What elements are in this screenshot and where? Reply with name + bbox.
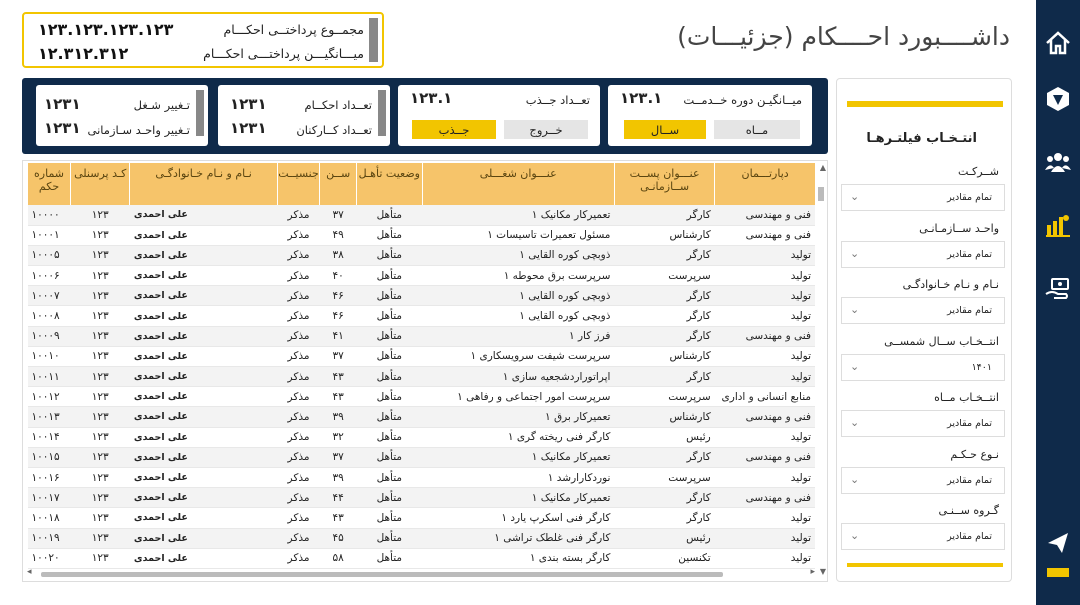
rulings-table-panel	[22, 160, 828, 582]
table-cell: سرپرست شیفت سرویسکاری ۱	[422, 346, 614, 366]
job-change-label: تـغییر شـغل	[133, 98, 190, 112]
table-cell: مذکر	[277, 548, 319, 568]
table-cell: علی احمدی	[130, 528, 277, 548]
table-cell: سرپرست امور اجتماعی و رفاهی ۱	[422, 387, 614, 407]
filter-dropdown[interactable]	[841, 523, 1005, 550]
table-cell: کارگر	[614, 245, 714, 265]
filter-label: انتــخـاب ســال شمســی	[884, 334, 999, 348]
filters-top-bar	[847, 101, 1003, 107]
table-cell: تولید	[715, 286, 815, 306]
filter-dropdown-value: تمام مقادیر	[947, 418, 992, 429]
table-cell: تولید	[715, 548, 815, 568]
table-cell: ۱۰۰۱۰	[28, 346, 71, 366]
table-cell: ۱۰۰۱۶	[28, 467, 71, 487]
total-payment-label: مجمــوع پرداختــی احکـــام	[223, 21, 364, 37]
table-cell: ۴۹	[320, 225, 357, 245]
table-cell: علی احمدی	[130, 447, 277, 467]
table-cell: مذکر	[277, 367, 319, 387]
column-header[interactable]: عنـــوان شغـــلی	[422, 163, 614, 205]
table-cell: ۱۰۰۱۹	[28, 528, 71, 548]
table-cell: مذکر	[277, 407, 319, 427]
table-cell: ذوبچی کوره القایی ۱	[422, 286, 614, 306]
table-cell: کارگر	[614, 205, 714, 225]
scroll-right-arrow[interactable]: ▸	[810, 567, 815, 577]
table-cell: ۱۲۳	[71, 427, 130, 447]
table-cell: ۱۲۳	[71, 326, 130, 346]
table-cell: ۴۴	[320, 488, 357, 508]
table-cell: تولید	[715, 245, 815, 265]
table-cell: ۳۷	[320, 205, 357, 225]
table-cell: تولید	[715, 528, 815, 548]
table-cell: تعمیرکار مکانیک ۱	[422, 447, 614, 467]
table-cell: ۱۰۰۱۳	[28, 407, 71, 427]
table-cell: کارشناس	[614, 225, 714, 245]
table-cell: ۱۲۳	[71, 447, 130, 467]
average-payment-label: میـــانگیـــن پرداختـــی احکـــام	[203, 45, 364, 61]
filters-bottom-bar	[847, 563, 1003, 567]
table-cell: اپراتوراردشجعیه سازی ۱	[422, 367, 614, 387]
table-cell: علی احمدی	[130, 225, 277, 245]
table-cell: سرپرست	[614, 266, 714, 286]
table-cell: متأهل	[357, 467, 422, 487]
table-cell: مذکر	[277, 266, 319, 286]
table-cell: ۱۰۰۱۱	[28, 367, 71, 387]
table-cell: ۱۲۳	[71, 508, 130, 528]
filters-panel	[836, 78, 1012, 582]
table-row[interactable]	[28, 266, 816, 286]
scroll-up-arrow[interactable]: ▲	[819, 163, 826, 172]
table-cell: متأهل	[357, 407, 422, 427]
table-row[interactable]	[28, 387, 816, 407]
table-cell: مذکر	[277, 346, 319, 366]
filter-dropdown[interactable]	[841, 241, 1005, 268]
table-row[interactable]	[28, 427, 816, 447]
filter-dropdown[interactable]	[841, 297, 1005, 324]
table-cell: علی احمدی	[130, 286, 277, 306]
table-cell: تولید	[715, 508, 815, 528]
filter-dropdown-value: تمام مقادیر	[947, 531, 992, 542]
table-cell: فرز کار ۱	[422, 326, 614, 346]
table-cell: ۱۲۳	[71, 407, 130, 427]
rulings-count-value: ۱۲۳۱	[230, 95, 267, 113]
table-cell: ۱۰۰۱۵	[28, 447, 71, 467]
table-cell: تولید	[715, 346, 815, 366]
table-cell: نوردکارارشد ۱	[422, 467, 614, 487]
filter-label: شــرکـت	[958, 165, 999, 178]
filters-heading: انتـخـاب فیلتـرهـا	[866, 131, 977, 146]
table-cell: ۱۲۳	[71, 225, 130, 245]
table-cell: علی احمدی	[130, 346, 277, 366]
table-cell: تعمیرکار مکانیک ۱	[422, 488, 614, 508]
table-cell: متأهل	[357, 508, 422, 528]
service-value: ۱۲۳.۱	[620, 89, 663, 107]
table-cell: علی احمدی	[130, 488, 277, 508]
month-button[interactable]: مــاه	[714, 120, 800, 139]
column-header[interactable]: دپارتـــمان	[715, 163, 815, 205]
send-icon[interactable]	[1043, 528, 1073, 558]
rulings-count-label: تعــداد احکــام	[304, 98, 372, 112]
table-cell: فنی و مهندسی	[715, 407, 815, 427]
total-payment-value: ۱۲۳.۱۲۳.۱۲۳.۱۲۳	[38, 19, 174, 39]
table-cell: ۱۲۳	[71, 286, 130, 306]
horizontal-scrollbar[interactable]	[27, 569, 815, 579]
table-cell: مذکر	[277, 427, 319, 447]
table-row[interactable]	[28, 245, 816, 265]
table-row[interactable]	[28, 528, 816, 548]
table-cell: علی احمدی	[130, 407, 277, 427]
table-cell: ۳۲	[320, 427, 357, 447]
table-cell: کارگر فنی غلطک تراشی ۱	[422, 528, 614, 548]
table-cell: ۳۷	[320, 346, 357, 366]
table-cell: متأهل	[357, 286, 422, 306]
table-cell: ۱۲۳	[71, 346, 130, 366]
chevron-down-icon: ⌄	[850, 246, 860, 260]
table-cell: کارگر فنی ریخته گری ۱	[422, 427, 614, 447]
filter-dropdown-value: تمام مقادیر	[947, 192, 992, 203]
table-body	[28, 205, 816, 568]
table-cell: متأهل	[357, 447, 422, 467]
filter-dropdown-value: تمام مقادیر	[947, 474, 992, 486]
table-cell: تعمیرکار مکانیک ۱	[422, 205, 614, 225]
attract-kpi-card	[398, 85, 600, 146]
table-cell: ۱۲۳	[71, 387, 130, 407]
column-header[interactable]: شماره حکم	[28, 163, 71, 205]
filter-dropdown[interactable]	[841, 467, 1005, 494]
table-cell: ۱۲۳	[71, 266, 130, 286]
counts-kpi-card	[218, 85, 390, 146]
table-cell: ۱۰۰۰۱	[28, 225, 71, 245]
table-row[interactable]	[28, 326, 816, 346]
table-cell: کارشناس	[614, 407, 714, 427]
table-cell: علی احمدی	[130, 205, 277, 225]
table-cell: رئیس	[614, 427, 714, 447]
table-cell: مذکر	[277, 205, 319, 225]
average-payment-value: ۱۲.۳۱۲.۳۱۲	[38, 43, 129, 63]
attract-value: ۱۲۳.۱	[410, 89, 453, 107]
unit-change-value: ۱۲۳۱	[44, 119, 81, 137]
kpi-strip	[22, 78, 828, 154]
table-cell: علی احمدی	[130, 427, 277, 447]
table-cell: کارگر	[614, 508, 714, 528]
page-title: داشــــبورد احــــکام (جزئیـــات)	[677, 22, 1010, 51]
table-cell: سرپرست	[614, 467, 714, 487]
table-cell: تولید	[715, 266, 815, 286]
table-cell: متأهل	[357, 548, 422, 568]
table-cell: ۱۲۳	[71, 306, 130, 326]
table-cell: ۴۳	[320, 367, 357, 387]
table-cell: متأهل	[357, 528, 422, 548]
table-cell: ۳۷	[320, 447, 357, 467]
column-header[interactable]: نـام و نـام خـانوادگـی	[130, 163, 277, 205]
table-row[interactable]	[28, 286, 816, 306]
table-header-row	[28, 163, 816, 205]
column-header[interactable]: کـد پرسنلی	[71, 163, 130, 205]
table-cell: علی احمدی	[130, 387, 277, 407]
filter-dropdown[interactable]	[841, 410, 1005, 437]
table-cell: علی احمدی	[130, 508, 277, 528]
exit-button[interactable]: خــروج	[504, 120, 588, 139]
filter-dropdown[interactable]	[841, 354, 1005, 381]
filter-label: نـوع حـکـم	[950, 447, 999, 461]
table-cell: متأهل	[357, 326, 422, 346]
table-cell: تولید	[715, 467, 815, 487]
table-cell: علی احمدی	[130, 548, 277, 568]
table-cell: ۴۳	[320, 387, 357, 407]
table-row[interactable]	[28, 346, 816, 366]
table-cell: رئیس	[614, 528, 714, 548]
table-cell: فنی و مهندسی	[715, 225, 815, 245]
table-cell: مذکر	[277, 387, 319, 407]
attract-label: تعــداد جــذب	[525, 93, 590, 107]
table-cell: ۱۲۳	[71, 367, 130, 387]
side-navigation	[1036, 0, 1080, 605]
table-row[interactable]	[28, 205, 816, 225]
table-cell: ۱۲۳	[71, 245, 130, 265]
table-cell: ۳۸	[320, 245, 357, 265]
column-header[interactable]: عنـــوان پســت ســازمانـی	[614, 163, 714, 205]
table-row[interactable]	[28, 488, 816, 508]
table-row[interactable]	[28, 306, 816, 326]
table-cell: ۱۰۰۱۸	[28, 508, 71, 528]
card-accent-bar	[369, 18, 378, 62]
scroll-left-arrow[interactable]: ◂	[27, 567, 32, 577]
table-cell: ۱۰۰۱۴	[28, 427, 71, 447]
scroll-down-arrow[interactable]: ▼	[819, 567, 826, 576]
users-group-icon[interactable]	[1043, 147, 1073, 177]
chevron-down-icon: ⌄	[850, 303, 860, 316]
table-cell: مذکر	[277, 447, 319, 467]
filter-dropdown-value: تمام مقادیر	[947, 248, 992, 260]
horizontal-scroll-thumb[interactable]	[41, 572, 723, 577]
table-cell: متأهل	[357, 387, 422, 407]
table-cell: ۱۰۰۰۶	[28, 266, 71, 286]
table-cell: متأهل	[357, 306, 422, 326]
card-accent-bar	[196, 90, 204, 136]
table-cell: ۱۰۰۰۹	[28, 326, 71, 346]
table-cell: مذکر	[277, 245, 319, 265]
table-cell: کارشناس	[614, 346, 714, 366]
table-cell: ۱۰۰۱۷	[28, 488, 71, 508]
rulings-chart-icon[interactable]	[1043, 210, 1073, 240]
chevron-down-icon: ⌄	[850, 416, 860, 429]
service-label: میــانگیـن دوره خــدمــت	[683, 93, 802, 107]
table-cell: مذکر	[277, 508, 319, 528]
staff-count-label: تعــداد کــارکنان	[296, 123, 372, 137]
filter-dropdown-value: ۱۴۰۱	[971, 361, 992, 373]
table-cell: متأهل	[357, 346, 422, 366]
chevron-down-icon: ⌄	[850, 472, 860, 486]
table-cell: ۴۱	[320, 326, 357, 346]
attract-button[interactable]: جــذب	[412, 120, 496, 139]
table-cell: تعمیرکار برق ۱	[422, 407, 614, 427]
table-cell: علی احمدی	[130, 245, 277, 265]
table-row[interactable]	[28, 467, 816, 487]
table-cell: ۱۰۰۱۲	[28, 387, 71, 407]
table-row[interactable]	[28, 447, 816, 467]
table-cell: ۴۶	[320, 286, 357, 306]
job-change-value: ۱۲۳۱	[44, 95, 81, 113]
rulings-table	[27, 163, 815, 569]
table-cell: تولید	[715, 306, 815, 326]
active-indicator	[1047, 568, 1069, 577]
table-cell: کارگر	[614, 326, 714, 346]
scroll-thumb[interactable]	[818, 187, 824, 201]
table-cell: فنی و مهندسی	[715, 205, 815, 225]
table-cell: ۱۲۳	[71, 488, 130, 508]
column-header[interactable]: جنسیــت	[277, 163, 319, 205]
table-cell: ذوبچی کوره القایی ۱	[422, 245, 614, 265]
table-cell: فنی و مهندسی	[715, 488, 815, 508]
table-cell: ۴۵	[320, 528, 357, 548]
staff-count-value: ۱۲۳۱	[230, 119, 267, 137]
chevron-down-icon: ⌄	[850, 359, 860, 373]
table-cell: مذکر	[277, 286, 319, 306]
table-row[interactable]	[28, 407, 816, 427]
table-cell: ۱۲۳	[71, 548, 130, 568]
table-cell: ۱۲۳	[71, 205, 130, 225]
table-cell: ۱۰۰۰۸	[28, 306, 71, 326]
table-cell: کارگر	[614, 286, 714, 306]
table-cell: ۵۸	[320, 548, 357, 568]
chevron-down-icon: ⌄	[850, 529, 860, 542]
table-cell: علی احمدی	[130, 367, 277, 387]
year-button[interactable]: ســال	[624, 120, 706, 139]
vertical-scrollbar[interactable]	[816, 163, 826, 576]
table-cell: کارگر	[614, 306, 714, 326]
table-cell: کارگر بسته بندی ۱	[422, 548, 614, 568]
table-cell: متأهل	[357, 225, 422, 245]
table-cell: ۱۰۰۲۰	[28, 548, 71, 568]
filter-label: نـام و نـام خـانوادگـی	[902, 278, 999, 291]
table-cell: منابع انسانی و اداری	[715, 387, 815, 407]
filter-label: گـروه ســنـی	[938, 504, 999, 517]
table-cell: کارگر	[614, 447, 714, 467]
changes-kpi-card	[36, 85, 208, 146]
table-cell: مذکر	[277, 528, 319, 548]
table-row[interactable]	[28, 548, 816, 568]
filter-label: انتــخـاب مــاه	[934, 391, 999, 404]
table-cell: ۴۰	[320, 266, 357, 286]
table-cell: علی احمدی	[130, 326, 277, 346]
table-cell: ۳۹	[320, 467, 357, 487]
table-cell: مذکر	[277, 467, 319, 487]
table-cell: متأهل	[357, 205, 422, 225]
filter-label: واحـد ســازمـانـی	[919, 221, 999, 235]
card-accent-bar	[378, 90, 386, 136]
unit-change-label: تـغییر واحـد سـازمانی	[87, 123, 190, 137]
table-cell: ۱۲۳	[71, 467, 130, 487]
table-cell: کارگر	[614, 488, 714, 508]
filter-dropdown[interactable]	[841, 184, 1005, 211]
table-row[interactable]	[28, 225, 816, 245]
table-cell: متأهل	[357, 367, 422, 387]
table-cell: فنی و مهندسی	[715, 326, 815, 346]
home-icon[interactable]	[1043, 28, 1073, 58]
totals-card	[22, 12, 384, 68]
table-cell: ذوبچی کوره القایی ۱	[422, 306, 614, 326]
table-cell: فنی و مهندسی	[715, 447, 815, 467]
table-cell: مذکر	[277, 326, 319, 346]
table-cell: کارگر	[614, 367, 714, 387]
table-cell: کارگر فنی اسکرپ یارد ۱	[422, 508, 614, 528]
table-cell: تکنسین	[614, 548, 714, 568]
filter-dropdown-value: تمام مقادیر	[947, 305, 992, 316]
service-kpi-card	[608, 85, 812, 146]
table-cell: سرپرست برق محوطه ۱	[422, 266, 614, 286]
table-cell: متأهل	[357, 245, 422, 265]
logo-icon[interactable]	[1043, 84, 1073, 114]
table-cell: تولید	[715, 427, 815, 447]
table-cell: علی احمدی	[130, 467, 277, 487]
table-cell: ۱۲۳	[71, 528, 130, 548]
table-row[interactable]	[28, 367, 816, 387]
table-cell: ۱۰۰۰۰	[28, 205, 71, 225]
table-cell: ۴۶	[320, 306, 357, 326]
table-cell: متأهل	[357, 488, 422, 508]
table-cell: علی احمدی	[130, 306, 277, 326]
table-cell: ۳۹	[320, 407, 357, 427]
payment-hand-icon[interactable]	[1043, 275, 1073, 305]
table-cell: سرپرست	[614, 387, 714, 407]
table-cell: علی احمدی	[130, 266, 277, 286]
table-cell: تولید	[715, 367, 815, 387]
column-header[interactable]: ســن	[320, 163, 357, 205]
table-cell: متأهل	[357, 266, 422, 286]
table-cell: ۱۰۰۰۷	[28, 286, 71, 306]
table-cell: مذکر	[277, 488, 319, 508]
table-cell: ۱۰۰۰۵	[28, 245, 71, 265]
table-cell: مذکر	[277, 306, 319, 326]
table-cell: متأهل	[357, 427, 422, 447]
chevron-down-icon: ⌄	[850, 190, 860, 203]
table-cell: ۴۳	[320, 508, 357, 528]
table-row[interactable]	[28, 508, 816, 528]
table-cell: مسئول تعمیرات تاسیسات ۱	[422, 225, 614, 245]
column-header[interactable]: وضعیت تأهـل	[357, 163, 422, 205]
table-cell: مذکر	[277, 225, 319, 245]
